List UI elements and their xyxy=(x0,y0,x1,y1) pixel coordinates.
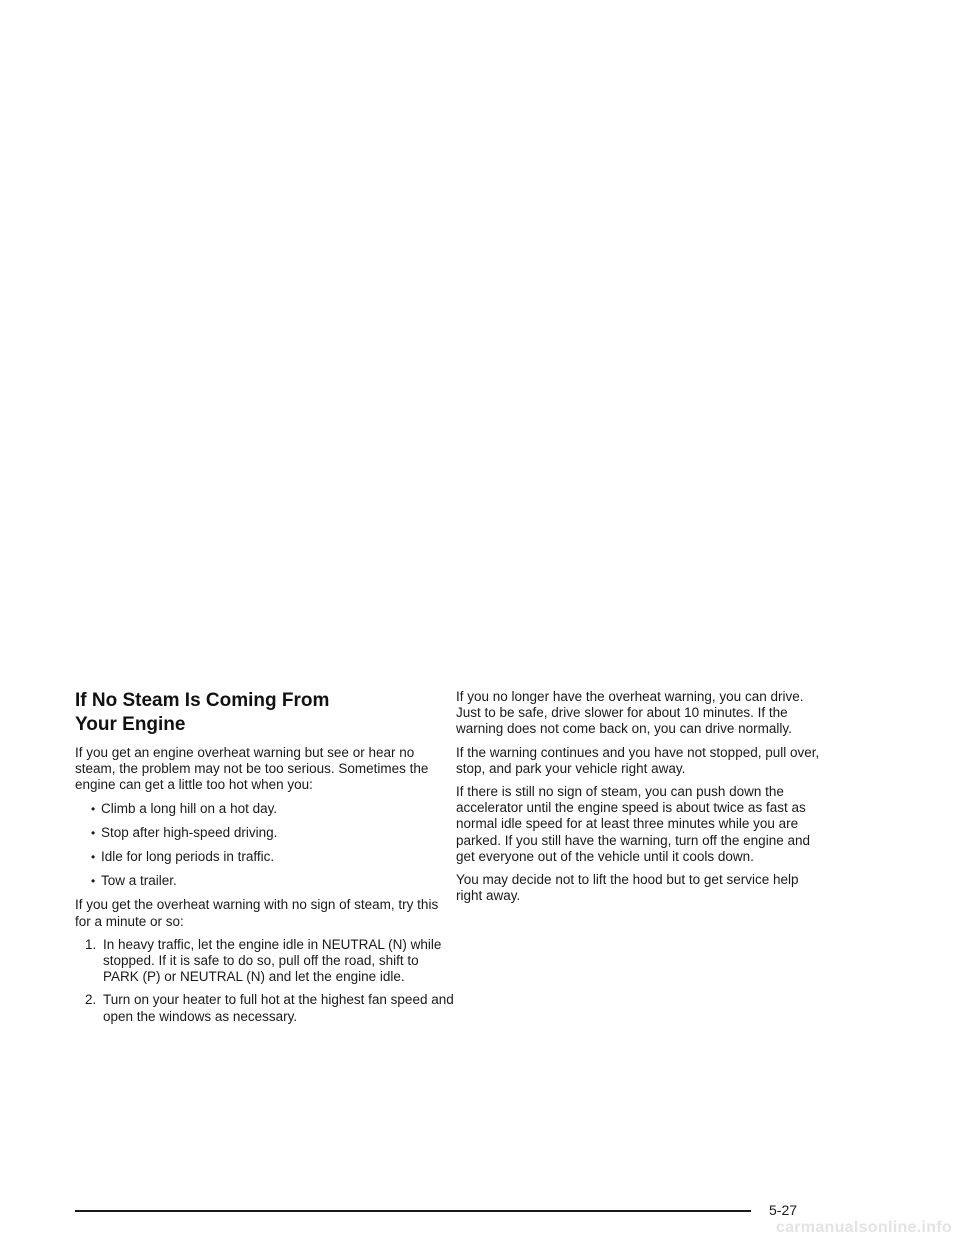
step-number: 2. xyxy=(85,992,97,1008)
list-item xyxy=(75,849,455,865)
footer-rule xyxy=(75,1210,751,1212)
list-item-text: Tow a trailer. xyxy=(101,873,177,889)
list-item-text: Climb a long hill on a hot day. xyxy=(101,800,278,816)
right-column xyxy=(456,689,828,911)
page-number: 5-27 xyxy=(769,1202,798,1218)
bullet-icon: • xyxy=(91,874,96,889)
watermark-text: carmanualsonline.info xyxy=(775,1219,952,1236)
list-item xyxy=(75,825,455,841)
left-column xyxy=(75,689,455,1032)
bullet-icon: • xyxy=(91,825,96,840)
body-paragraph: If there is still no sign of steam, you can push down the accelerator until the engine speed is about twice as fast as normal idle speed for at least three minutes while you are parked. If you still have the warning, turn off the engine and get everyone out of the vehicle until it cools down. xyxy=(456,784,810,864)
bullet-icon: • xyxy=(91,801,96,816)
body-paragraph: You may decide not to lift the hood but to get service help right away. xyxy=(456,872,799,904)
list-item-text: Idle for long periods in traffic. xyxy=(101,849,275,865)
bullet-icon: • xyxy=(91,850,96,865)
list-item-text: Stop after high-speed driving. xyxy=(101,824,278,840)
body-paragraph: If you no longer have the overheat warning, you can drive. Just to be safe, drive slower for about 10 minutes. If the warning does not come back on, you can drive normally. xyxy=(456,689,804,737)
list-item xyxy=(75,873,455,889)
step-item xyxy=(75,937,455,986)
steps-list xyxy=(75,937,455,1025)
step-text: Turn on your heater to full hot at the highest fan speed and open the windows as necessary. xyxy=(103,992,454,1024)
list-item xyxy=(75,801,455,817)
step-text: In heavy traffic, let the engine idle in NEUTRAL (N) while stopped. If it is safe to do so, pull off the road, shift to PARK (P) or NEUTRAL (N) and let the engine idle. xyxy=(103,936,442,985)
conditions-list xyxy=(75,801,455,890)
section-heading-line2: Your Engine xyxy=(75,714,186,735)
intro-paragraph: If you get an engine overheat warning but see or hear no steam, the problem may not be too serious. Sometimes the engine can get a little too hot when you: xyxy=(75,745,429,793)
step-item xyxy=(75,992,455,1024)
section-heading-line1: If No Steam Is Coming From xyxy=(75,690,330,711)
section-heading xyxy=(75,689,455,737)
body-paragraph: If the warning continues and you have not stopped, pull over, stop, and park your vehicle right away. xyxy=(456,744,820,776)
step-number: 1. xyxy=(85,936,97,952)
steps-intro-paragraph: If you get the overheat warning with no sign of steam, try this for a minute or so: xyxy=(75,897,439,929)
